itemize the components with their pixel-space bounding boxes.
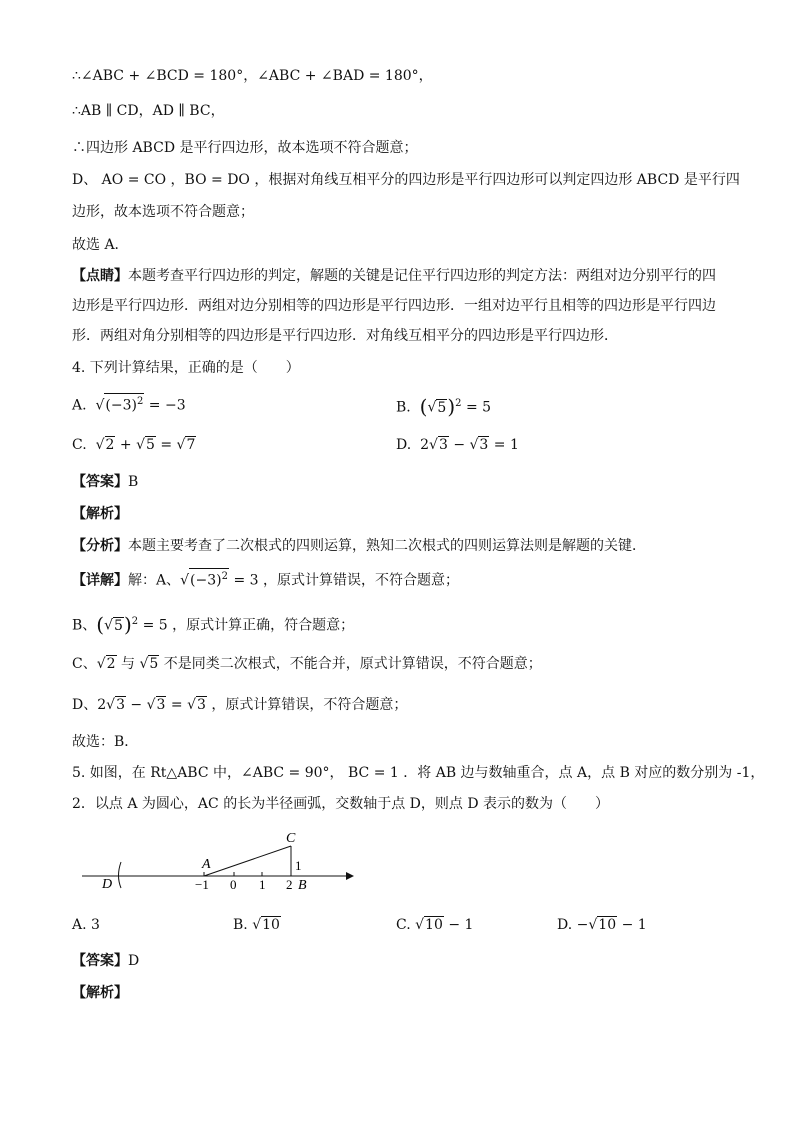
text-line: 边形，故本选项不符合题意； — [72, 204, 254, 220]
hypotenuse-ac — [204, 846, 291, 876]
text-line: ∴四边形 ABCD 是平行四边形，故本选项不符合题意； — [72, 140, 418, 156]
question-stem: 4. 下列计算结果，正确的是（ ） — [72, 360, 300, 376]
text-line: ∴∠ABC + ∠BCD = 180°，∠ABC + ∠BAD = 180°， — [72, 68, 433, 84]
question-stem-cont: 2．以点 A 为圆心，AC 的长为半径画弧，交数轴于点 D，则点 D 表示的数为（ ） — [72, 796, 609, 812]
text-line: ∴AB ∥ CD，AD ∥ BC， — [72, 103, 225, 119]
text-line: D、 AO = CO ，BO = DO ，根据对角线互相平分的四边形是平行四边形可以判定四边形 ABCD 是平行四 — [72, 172, 740, 188]
option-a: A. $√(-3)^2 = -3$ — [72, 393, 186, 417]
detail-c: C、√2 与 √5 不是同类二次根式，不能合并，原式计算错误，不符合题意； — [72, 656, 542, 672]
label-one: 1 — [295, 858, 302, 873]
analysis-text: 【分析】本题主要考查了二次根式的四则运算，熟知二次根式的四则运算法则是解题的关键． — [72, 538, 646, 554]
number-line-figure — [78, 828, 378, 898]
text-line: 形．两组对角分别相等的四边形是平行四边形．对角线互相平分的四边形是平行四边形． — [72, 328, 618, 344]
text-line: 边形是平行四边形．两组对边分别相等的四边形是平行四边形．一组对边平行且相等的四边形是平行四边 — [72, 298, 716, 314]
analysis-heading: 【解析】 — [72, 985, 128, 1001]
answer-line: 【答案】B — [72, 474, 139, 490]
label-a: A — [202, 857, 211, 872]
detail-b: B、$(√5)^2 = 5$ ，原式计算正确，符合题意； — [72, 612, 355, 637]
option-a: A. 3 — [72, 917, 100, 933]
tick-label: −1 — [195, 877, 209, 892]
option-c: C. √10 − 1 — [396, 917, 474, 933]
label-b: B — [298, 878, 307, 893]
option-b: B. $(√5)^2 = 5$ — [396, 394, 492, 419]
text-line: 故选 A． — [72, 237, 129, 253]
detail-d: D、2√3 − √3 = √3 ，原式计算错误，不符合题意； — [72, 697, 408, 713]
question-stem: 5. 如图，在 Rt△ABC 中，∠ABC = 90°， BC = 1 ．将 AB 边与数轴重合，点 A，点 B 对应的数分别为 -1， — [72, 765, 765, 781]
detail-a: 【详解】解：A、$√(-3)^2 = 3$ ，原式计算错误，不符合题意； — [72, 568, 459, 592]
option-b: B. √10 — [233, 917, 280, 933]
label-c: C — [286, 831, 296, 846]
text-line: 【点睛】本题考查平行四边形的判定，解题的关键是记住平行四边形的判定方法：两组对边分别平行的四 — [72, 268, 716, 284]
option-c: C. √2 + √5 = √7 — [72, 437, 196, 453]
option-d: D. −√10 − 1 — [557, 917, 647, 933]
tick-label: 1 — [259, 877, 266, 892]
tick-label: 2 — [286, 877, 293, 892]
arrow-icon — [346, 872, 354, 880]
conclusion: 故选：B． — [72, 734, 139, 750]
tick-label: 0 — [230, 877, 237, 892]
analysis-heading: 【解析】 — [72, 506, 128, 522]
section-tag: 【点睛】 — [72, 268, 128, 284]
option-d: D. 2√3 − √3 = 1 — [396, 437, 519, 453]
label-d: D — [102, 877, 113, 892]
answer-line: 【答案】D — [72, 953, 140, 969]
arc — [119, 862, 122, 888]
